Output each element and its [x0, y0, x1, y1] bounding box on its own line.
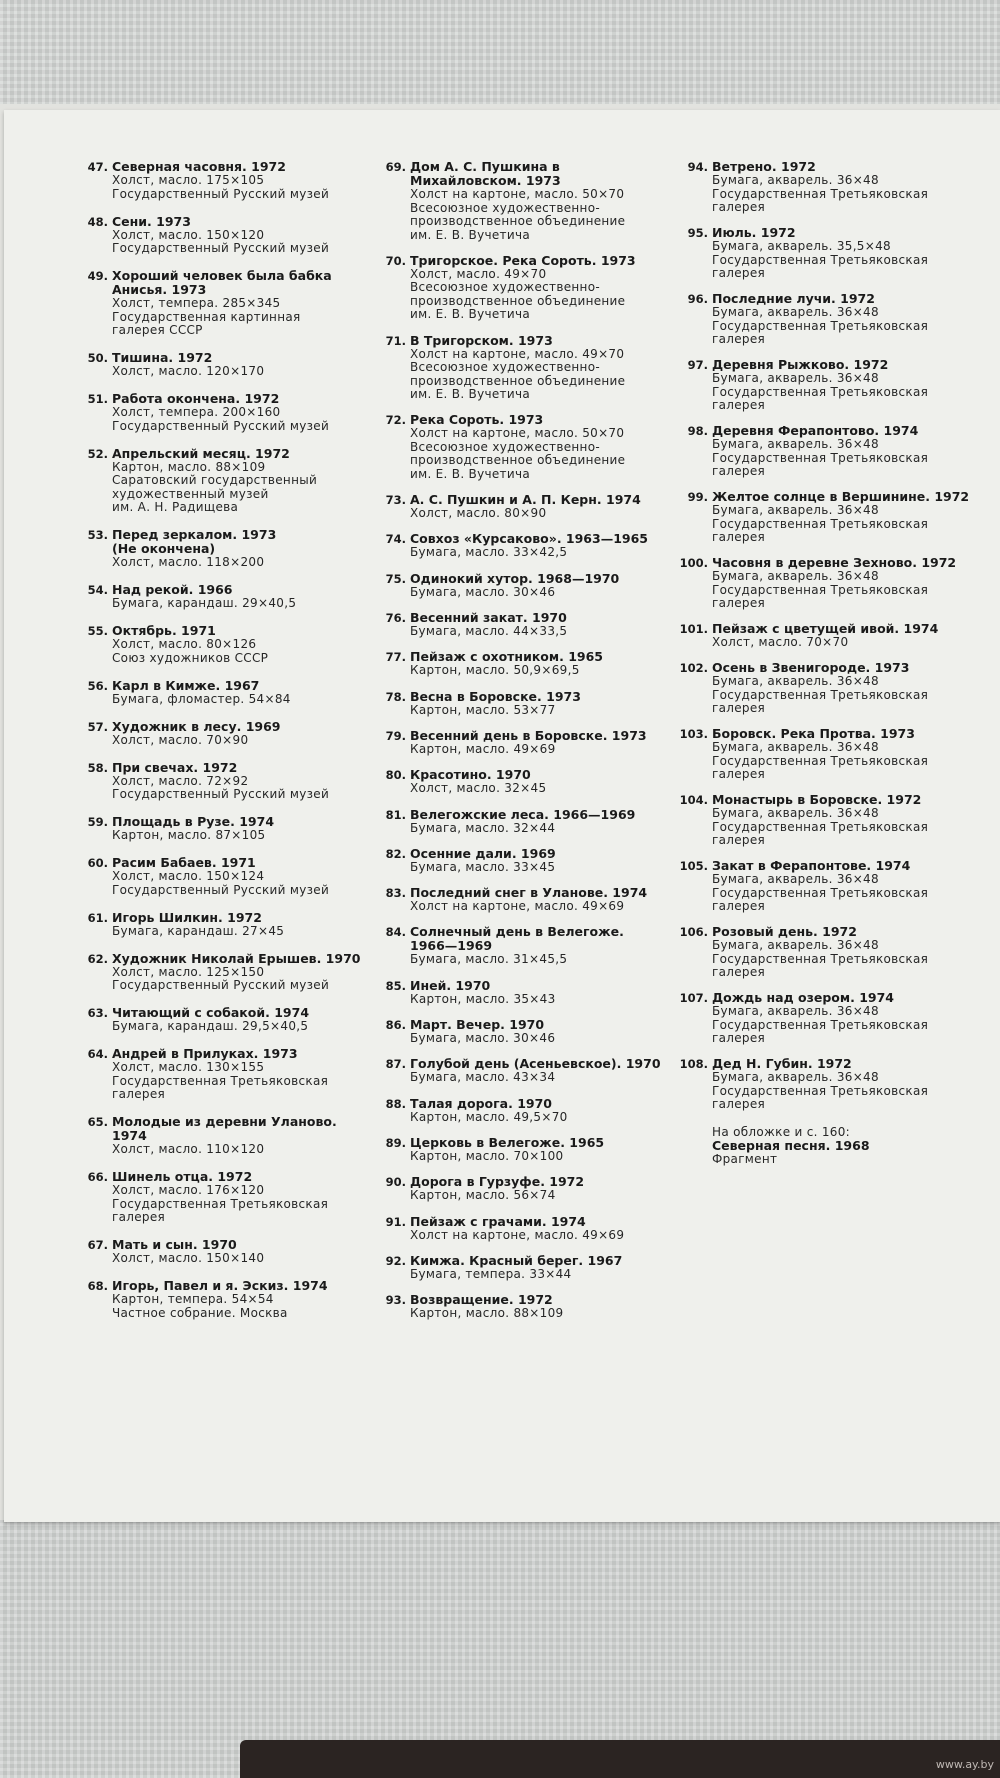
entry-number: 104. [679, 793, 708, 807]
entry-details: Картон, масло. 49,5×70 [410, 1109, 568, 1124]
entry-title: Голубой день (Асеньевское). 1970 [410, 1056, 661, 1072]
entry-details: Бумага, акварель. 36×48 Государственная Третьяковская галерея [712, 305, 929, 346]
catalog-entry [374, 768, 674, 796]
entry-title: Последние лучи. 1972 [712, 291, 875, 306]
catalog-entry [374, 979, 674, 1007]
book-cover-edge [240, 1740, 1000, 1778]
catalog-entry [76, 952, 376, 993]
entry-details: Картон, масло. 70×100 [410, 1148, 564, 1163]
entry-number: 81. [385, 807, 406, 822]
catalog-entry [76, 1279, 376, 1320]
entry-details: Бумага, масло. 33×45 [410, 859, 556, 874]
entry-title: Кимжа. Красный берег. 1967 [410, 1252, 623, 1268]
catalog-entry [374, 532, 674, 560]
entry-title: Желтое солнце в Вершинине. 1972 [712, 489, 970, 504]
catalog-entry [76, 583, 376, 611]
catalog-entry [76, 269, 376, 338]
entry-title: Совхоз «Курсаково». 1963—1965 [410, 531, 648, 547]
entry-details: Холст, темпера. 200×160 Государственный Русский музей [112, 405, 330, 433]
entry-title: Закат в Ферапонтове. 1974 [712, 858, 911, 873]
catalog-entry [676, 358, 976, 413]
catalog-entry [676, 859, 976, 914]
catalog-entry [374, 1215, 674, 1243]
entry-title: В Тригорском. 1973 [410, 332, 553, 348]
entry-number: 50. [87, 351, 108, 365]
entry-title: Площадь в Рузе. 1974 [112, 814, 275, 829]
entry-title: Церковь в Велегоже. 1965 [410, 1134, 605, 1150]
entry-title: А. С. Пушкин и А. П. Керн. 1974 [410, 492, 641, 508]
entry-details: Бумага, акварель. 36×48 Государственная Третьяковская галерея [712, 938, 929, 979]
catalog-entry [374, 1018, 674, 1046]
catalog-entry [374, 1057, 674, 1085]
entry-details: Бумага, акварель. 36×48 Государственная Третьяковская галерея [712, 371, 929, 412]
entry-title: Июль. 1972 [712, 225, 796, 240]
entry-number: 93. [385, 1293, 406, 1308]
entry-number: 59. [87, 815, 108, 829]
entry-number: 92. [385, 1253, 406, 1268]
entry-number: 91. [385, 1214, 406, 1229]
entry-details: Бумага, масло. 44×33,5 [410, 624, 568, 639]
entry-title: Река Сороть. 1973 [410, 412, 544, 428]
catalog-column-3 [676, 160, 976, 1167]
entry-details: Бумага, масло. 31×45,5 [410, 952, 568, 967]
entry-title: Читающий с собакой. 1974 [112, 1005, 310, 1020]
entry-details: Холст на картоне, масло. 50×70 Всесоюзное художественно- производственное объединение им. Е. В. Вучетича [410, 426, 626, 481]
catalog-entry [374, 572, 674, 600]
entry-details: Холст, масло. 80×90 [410, 506, 547, 521]
entry-number: 88. [385, 1096, 406, 1111]
entry-number: 82. [385, 846, 406, 861]
catalog-entry [76, 679, 376, 707]
catalog-entry [374, 160, 674, 242]
entry-title: Весенний день в Боровске. 1973 [410, 727, 647, 743]
entry-details: Бумага, акварель. 36×48 Государственная Третьяковская галерея [712, 173, 929, 214]
entry-number: 47. [87, 160, 108, 174]
catalog-entry [374, 1097, 674, 1125]
catalog-entry [676, 226, 976, 281]
entry-number: 106. [679, 925, 708, 939]
entry-details: Картон, масло. 50,9×69,5 [410, 663, 580, 678]
entry-number: 68. [87, 1279, 108, 1293]
entry-details: Холст, масло. 70×90 [112, 732, 249, 747]
entry-number: 86. [385, 1018, 406, 1033]
entry-details: Бумага, акварель. 36×48 Государственная Третьяковская галерея [712, 569, 929, 610]
entry-details: Холст, масло. 49×70 Всесоюзное художественно- производственное объединение им. Е. В. Вучетича [410, 266, 626, 322]
entry-title: Март. Вечер. 1970 [410, 1017, 545, 1033]
entry-number: 107. [679, 991, 708, 1005]
entry-title: Одинокий хутор. 1968—1970 [410, 570, 620, 586]
catalog-entry [76, 160, 376, 201]
entry-details: Бумага, акварель. 36×48 Государственная Третьяковская галерея [712, 872, 929, 913]
entry-number: 90. [385, 1175, 406, 1190]
entry-details: Бумага, масло. 32×44 [410, 820, 556, 835]
entry-number: 94. [687, 160, 708, 174]
tablecloth-top [0, 0, 1000, 112]
entry-details: Бумага, карандаш. 27×45 [112, 923, 285, 938]
catalog-entry [374, 886, 674, 914]
entry-details: Бумага, фломастер. 54×84 [112, 691, 291, 706]
entry-number: 75. [385, 571, 406, 586]
entry-details: Холст на картоне, масло. 50×70 Всесоюзное художественно- производственное объединение им. Е. В. Вучетича [410, 187, 626, 242]
entry-details: Бумага, акварель. 36×48 Государственная Третьяковская галерея [712, 437, 929, 478]
entry-number: 96. [687, 292, 708, 306]
entry-number: 60. [87, 856, 108, 870]
catalog-entry [76, 528, 376, 570]
entry-title: Монастырь в Боровске. 1972 [712, 792, 922, 807]
entry-details: Холст, масло. 150×140 [112, 1251, 265, 1265]
catalog-entry [76, 447, 376, 515]
catalog-entry [374, 1175, 674, 1203]
catalog-entry [676, 793, 976, 848]
entry-title: Пейзаж с цветущей ивой. 1974 [712, 621, 939, 636]
entry-number: 98. [687, 424, 708, 438]
entry-details: Бумага, темпера. 33×44 [410, 1266, 572, 1281]
entry-number: 71. [385, 333, 406, 348]
catalog-entry [676, 925, 976, 980]
entry-details: Холст, масло. 80×126 Союз художников СССР [112, 637, 269, 665]
entry-number: 62. [87, 951, 108, 966]
entry-details: Бумага, масло. 30×46 [410, 584, 556, 599]
entry-title: Красотино. 1970 [410, 767, 531, 783]
entry-title: Осенние дали. 1969 [410, 845, 556, 861]
cover-note-suffix: Фрагмент [712, 1152, 778, 1166]
entry-title: Весна в Боровске. 1973 [410, 688, 581, 704]
catalog-entry [374, 690, 674, 718]
entry-number: 70. [385, 253, 406, 268]
entry-title: Тригорское. Река Сороть. 1973 [410, 252, 636, 268]
entry-number: 67. [87, 1238, 108, 1252]
entry-details: Холст, масло. 110×120 [112, 1142, 265, 1156]
entry-details: Бумага, акварель. 36×48 Государственная Третьяковская галерея [712, 503, 929, 544]
catalog-entry [676, 292, 976, 347]
entry-title: Перед зеркалом. 1973 (Не окончена) [112, 527, 277, 556]
entry-number: 101. [679, 622, 708, 636]
catalog-entry [676, 160, 976, 215]
entry-number: 66. [87, 1170, 108, 1184]
entry-number: 83. [385, 886, 406, 901]
entry-number: 54. [87, 583, 108, 597]
entry-title: Розовый день. 1972 [712, 924, 857, 939]
entry-details: Холст, масло. 72×92 Государственный Русский музей [112, 773, 330, 801]
entry-details: Бумага, акварель. 36×48 Государственная Третьяковская галерея [712, 740, 929, 781]
catalog-entry [374, 1254, 674, 1282]
entry-number: 53. [87, 528, 108, 542]
entry-title: Расим Бабаев. 1971 [112, 855, 256, 870]
entry-number: 73. [385, 493, 406, 508]
entry-title: Дом А. С. Пушкина в Михайловском. 1973 [410, 159, 561, 188]
entry-number: 49. [87, 269, 108, 283]
entry-title: Карл в Кимже. 1967 [112, 677, 260, 693]
entry-details: Бумага, акварель. 36×48 Государственная Третьяковская галерея [712, 806, 929, 847]
entry-details: Холст, масло. 130×155 Государственная Третьяковская галерея [112, 1060, 329, 1101]
entry-number: 87. [385, 1057, 406, 1072]
catalog-entry [76, 392, 376, 433]
entry-number: 84. [385, 925, 406, 940]
entry-number: 64. [87, 1047, 108, 1061]
entry-number: 89. [385, 1135, 406, 1150]
entry-title: Пейзаж с охотником. 1965 [410, 649, 604, 665]
catalog-entry [676, 556, 976, 611]
catalog-entry [676, 991, 976, 1046]
entry-number: 55. [87, 624, 108, 638]
catalog-entry [374, 334, 674, 402]
catalog-entry [76, 815, 376, 843]
entry-number: 103. [679, 727, 708, 741]
entry-title: Талая дорога. 1970 [410, 1095, 553, 1111]
catalog-entry [76, 1238, 376, 1266]
cover-note-title: Северная песня. 1968 [712, 1138, 870, 1153]
entry-number: 78. [385, 689, 406, 704]
entry-number: 48. [87, 214, 108, 229]
entry-details: Бумага, акварель. 36×48 Государственная Третьяковская галерея [712, 1004, 929, 1045]
catalog-entry [374, 729, 674, 757]
entry-title: Последний снег в Уланове. 1974 [410, 885, 648, 901]
entry-title: Игорь, Павел и я. Эскиз. 1974 [112, 1278, 328, 1293]
entry-details: Холст, масло. 175×105 Государственный Русский музей [112, 173, 330, 201]
entry-details: Холст на картоне, масло. 49×70 Всесоюзное художественно- производственное объединение им. Е. В. Вучетича [410, 346, 626, 402]
entry-details: Картон, масло. 56×74 [410, 1188, 556, 1203]
entry-title: Октябрь. 1971 [112, 623, 216, 638]
entry-details: Холст на картоне, масло. 49×69 [410, 899, 625, 914]
entry-title: Апрельский месяц. 1972 [112, 445, 290, 461]
entry-title: Андрей в Прилуках. 1973 [112, 1046, 298, 1061]
entry-title: Игорь Шилкин. 1972 [112, 909, 262, 925]
entry-details: Холст, масло. 150×124 Государственный Русский музей [112, 869, 330, 897]
entry-title: Пейзаж с грачами. 1974 [410, 1213, 586, 1229]
entry-details: Холст, масло. 118×200 [112, 555, 265, 569]
catalog-entry [76, 1047, 376, 1102]
catalog-entry [676, 661, 976, 716]
entry-title: Осень в Звенигороде. 1973 [712, 660, 910, 675]
entry-title: Над рекой. 1966 [112, 582, 233, 597]
catalog-entry [374, 650, 674, 678]
cover-note [676, 1126, 976, 1167]
entry-number: 61. [87, 910, 108, 925]
catalog-entry [374, 808, 674, 836]
entry-number: 63. [87, 1006, 108, 1020]
catalog-entry [76, 856, 376, 897]
entry-number: 58. [87, 760, 108, 775]
entry-details: Бумага, акварель. 36×48 Государственная Третьяковская галерея [712, 674, 929, 715]
catalog-entry [76, 911, 376, 939]
catalog-entry [76, 624, 376, 665]
entry-title: Северная часовня. 1972 [112, 159, 286, 174]
entry-details: Бумага, акварель. 35,5×48 Государственная Третьяковская галерея [712, 239, 929, 280]
catalog-entry [76, 1006, 376, 1034]
entry-details: Картон, масло. 87×105 [112, 828, 266, 842]
catalog-entry [676, 490, 976, 545]
entry-number: 52. [87, 446, 108, 461]
cover-note-prefix: На обложке и с. 160: [712, 1124, 850, 1139]
entry-number: 95. [687, 226, 708, 240]
entry-title: Велегожские леса. 1966—1969 [410, 806, 636, 822]
catalog-entry [76, 351, 376, 379]
entry-number: 74. [385, 532, 406, 547]
catalog-entry [76, 761, 376, 802]
entry-title: Художник в лесу. 1969 [112, 718, 281, 734]
entry-details: Бумага, карандаш. 29,5×40,5 [112, 1019, 309, 1033]
entry-number: 97. [687, 358, 708, 372]
entry-title: Иней. 1970 [410, 977, 491, 993]
catalog-column-1 [76, 160, 376, 1334]
entry-title: Боровск. Река Протва. 1973 [712, 726, 915, 741]
entry-title: Часовня в деревне Зехново. 1972 [712, 555, 957, 570]
entry-number: 65. [87, 1115, 108, 1129]
entry-details: Бумага, масло. 30×46 [410, 1031, 556, 1046]
catalog-entry [76, 215, 376, 256]
entry-title: Возвращение. 1972 [410, 1292, 553, 1308]
catalog-entry [374, 413, 674, 481]
entry-details: Холст, темпера. 285×345 Государственная картинная галерея СССР [112, 296, 301, 337]
entry-number: 108. [679, 1057, 708, 1071]
catalog-entry [374, 254, 674, 322]
entry-details: Картон, масло. 88×109 [410, 1306, 564, 1321]
entry-details: Картон, масло. 88×109 Саратовский государственный художественный музей им. А. Н. Радищева [112, 459, 318, 514]
entry-details: Холст, масло. 176×120 Государственная Третьяковская галерея [112, 1183, 329, 1224]
entry-title: Сени. 1973 [112, 213, 191, 229]
entry-title: Молодые из деревни Уланово. 1974 [112, 1114, 337, 1143]
entry-details: Картон, масло. 53×77 [410, 702, 556, 717]
entry-number: 80. [385, 768, 406, 783]
entry-number: 79. [385, 728, 406, 743]
entry-title: Дорога в Гурзуфе. 1972 [410, 1174, 585, 1190]
entry-details: Бумага, акварель. 36×48 Государственная Третьяковская галерея [712, 1070, 929, 1111]
entry-number: 102. [679, 661, 708, 675]
entry-number: 100. [679, 556, 708, 570]
entry-details: Картон, масло. 49×69 [410, 741, 556, 756]
catalog-entry [374, 1136, 674, 1164]
catalog-entry [374, 925, 674, 967]
entry-title: Солнечный день в Велегоже. 1966—1969 [410, 924, 624, 954]
entry-details: Бумага, карандаш. 29×40,5 [112, 596, 297, 610]
catalog-entry [374, 493, 674, 521]
entry-title: Шинель отца. 1972 [112, 1169, 253, 1184]
catalog-entry [676, 424, 976, 479]
entry-title: Художник Николай Ерышев. 1970 [112, 950, 361, 966]
catalog-entry [676, 622, 976, 650]
entry-number: 51. [87, 392, 108, 406]
catalog-entry [76, 720, 376, 748]
entry-title: Работа окончена. 1972 [112, 391, 280, 406]
entry-title: Деревня Рыжково. 1972 [712, 357, 889, 372]
catalog-entry [374, 847, 674, 875]
entry-details: Картон, темпера. 54×54 Частное собрание. Москва [112, 1292, 288, 1320]
entry-title: Хороший человек была бабка Анисья. 1973 [112, 268, 332, 297]
catalog-entry [676, 727, 976, 782]
entry-number: 56. [87, 678, 108, 693]
catalog-entry [374, 611, 674, 639]
catalog-column-2 [374, 160, 674, 1332]
catalog-entry [76, 1115, 376, 1157]
entry-number: 76. [385, 611, 406, 626]
entry-title: Деревня Ферапонтово. 1974 [712, 423, 919, 438]
entry-title: Весенний закат. 1970 [410, 610, 567, 626]
entry-details: Картон, масло. 35×43 [410, 991, 556, 1006]
catalog-page [4, 110, 1000, 1522]
catalog-entry [676, 1057, 976, 1112]
entry-number: 69. [385, 160, 406, 174]
entry-title: Ветрено. 1972 [712, 159, 816, 174]
entry-title: Тишина. 1972 [112, 350, 213, 365]
entry-number: 99. [687, 490, 708, 504]
entry-details: Холст, масло. 125×150 Государственный Русский музей [112, 964, 330, 992]
entry-title: Дед Н. Губин. 1972 [712, 1056, 852, 1071]
entry-number: 77. [385, 650, 406, 665]
catalog-entry [76, 1170, 376, 1225]
entry-number: 85. [385, 978, 406, 993]
entry-details: Холст на картоне, масло. 49×69 [410, 1227, 625, 1242]
watermark: www.ay.by [935, 1758, 994, 1771]
entry-title: При свечах. 1972 [112, 759, 238, 775]
entry-number: 105. [679, 859, 708, 873]
entry-details: Холст, масло. 120×170 [112, 364, 265, 378]
entry-details: Бумага, масло. 33×42,5 [410, 545, 568, 560]
entry-number: 57. [87, 719, 108, 734]
entry-title: Мать и сын. 1970 [112, 1237, 237, 1252]
entry-title: Дождь над озером. 1974 [712, 990, 895, 1005]
entry-details: Холст, масло. 150×120 Государственный Русский музей [112, 227, 330, 255]
entry-number: 72. [385, 413, 406, 428]
entry-details: Холст, масло. 32×45 [410, 781, 547, 796]
entry-details: Холст, масло. 70×70 [712, 635, 849, 649]
catalog-entry [374, 1293, 674, 1321]
entry-details: Бумага, масло. 43×34 [410, 1070, 556, 1085]
